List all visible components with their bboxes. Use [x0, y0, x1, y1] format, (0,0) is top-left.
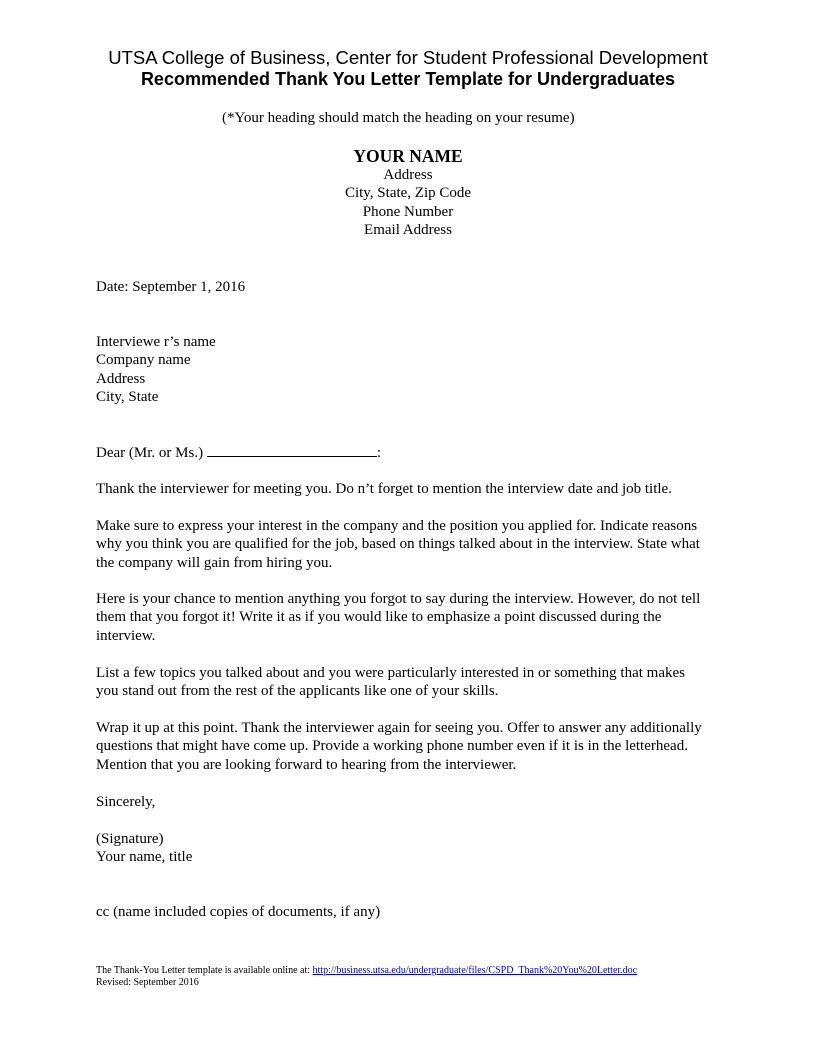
cc-line: cc (name included copies of documents, if any)	[96, 904, 381, 920]
body-paragraph-1: Thank the interviewer for meeting you. Do n’t forget to mention the interview date and job title.	[96, 481, 672, 497]
letterhead	[0, 146, 816, 240]
recipient-address: Address	[96, 370, 146, 387]
body-paragraph-4: List a few topics you talked about and you were particularly interested in or something that makes you stand out from the rest of the applicants like one of your skills.	[96, 665, 685, 700]
heading-note: (*Your heading should match the heading on your resume)	[222, 110, 575, 126]
letterhead-phone: Phone Number	[362, 203, 454, 220]
letterhead-name: YOUR NAME	[353, 146, 463, 166]
closing: Sincerely,	[96, 794, 156, 810]
salutation-prefix: Dear (Mr. or Ms.)	[96, 445, 204, 461]
body-paragraph-3: Here is your chance to mention anything you forgot to say during the interview. However, do not tell them that you forgot it! Write it as if you would like to emphasize a point discussed during the interview.	[96, 591, 701, 644]
salutation-blank-line	[207, 443, 377, 457]
footer-revised: Revised: September 2016	[96, 977, 199, 988]
body-paragraph-2: Make sure to express your interest in the company and the position you applied for. Indicate reasons why you think you are qualified for the job, based on things talked about in the interview. State what the company will gain from hiring you.	[96, 518, 700, 571]
signature-name-title: Your name, title	[96, 849, 193, 866]
letterhead-city-state-zip: City, State, Zip Code	[344, 185, 472, 202]
body-paragraph-5: Wrap it up at this point. Thank the interviewer again for seeing you. Offer to answer any additionally questions that might have come up. Provide a working phone number even if it is in the letterhead. Mention that you are looking forward to hearing from the interviewer.	[96, 720, 702, 773]
letterhead-email: Email Address	[364, 222, 452, 239]
salutation-colon: :	[376, 445, 381, 461]
document-subtitle: Recommended Thank You Letter Template for Undergraduates	[140, 69, 676, 89]
signature: (Signature)	[96, 831, 164, 847]
salutation	[96, 443, 381, 462]
date-line: Date: September 1, 2016	[96, 279, 246, 295]
footer	[96, 965, 637, 989]
footer-text: The Thank-You Letter template is available online at:	[96, 965, 313, 976]
template-link[interactable]: http://business.utsa.edu/undergraduate/files/CSPD_Thank%20You%20Letter.doc	[312, 965, 638, 976]
recipient-company: Company name	[96, 352, 191, 369]
signature-block	[96, 830, 192, 867]
letterhead-address: Address	[383, 167, 433, 183]
recipient-city-state: City, State	[96, 389, 159, 406]
recipient-name: Interviewe r’s name	[96, 334, 216, 350]
recipient-block	[96, 333, 216, 407]
document-title: UTSA College of Business, Center for Student Professional Development	[108, 47, 708, 68]
